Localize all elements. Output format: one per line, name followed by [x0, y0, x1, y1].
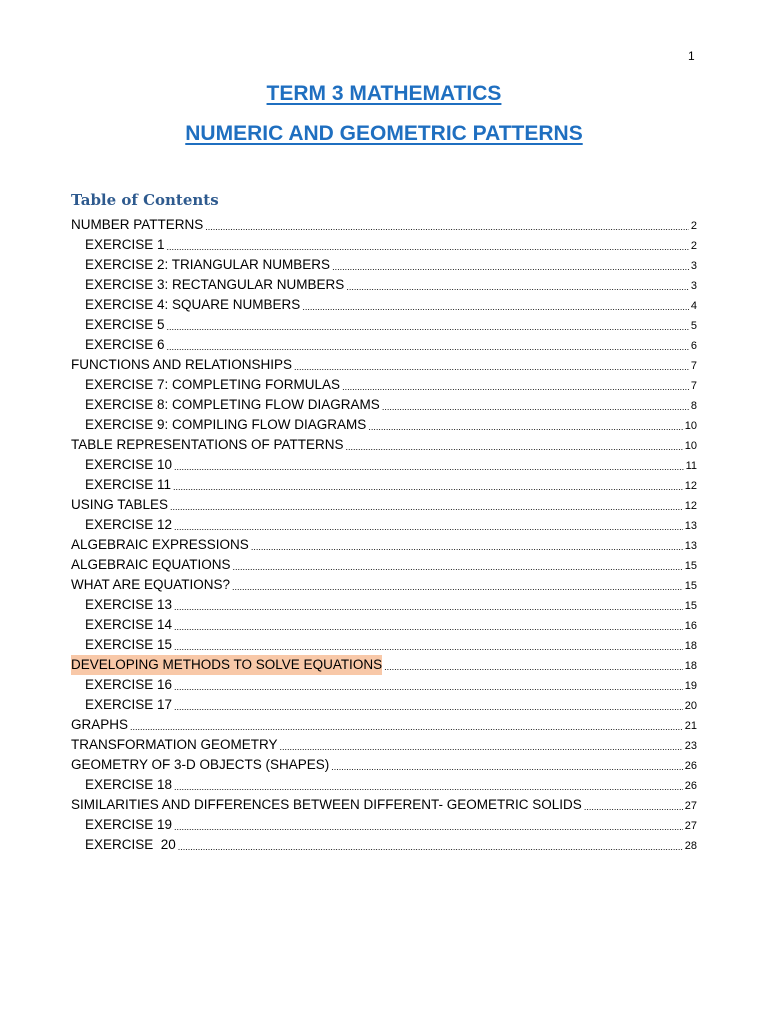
toc-entry-label[interactable]: EXERCISE 12 — [85, 517, 173, 532]
toc-dot-leader — [346, 279, 689, 295]
toc-entry-label[interactable]: DEVELOPING METHODS TO SOLVE EQUATIONS — [71, 655, 382, 675]
toc-dot-leader — [170, 499, 683, 515]
toc-entry[interactable] — [71, 415, 697, 435]
table-of-contents — [71, 215, 697, 855]
toc-entry-label[interactable]: SIMILARITIES AND DIFFERENCES BETWEEN DIFFERENT- GEOMETRIC SOLIDS — [71, 797, 582, 812]
toc-entry-page[interactable]: 3 — [690, 280, 697, 292]
toc-entry-label[interactable]: TRANSFORMATION GEOMETRY — [71, 737, 278, 752]
toc-entry-page[interactable]: 18 — [684, 660, 697, 672]
toc-entry[interactable] — [71, 595, 697, 615]
toc-entry-label[interactable]: USING TABLES — [71, 497, 169, 512]
toc-dot-leader — [205, 219, 689, 235]
toc-dot-leader — [174, 699, 683, 715]
toc-entry[interactable] — [71, 235, 697, 255]
toc-dot-leader — [174, 619, 683, 635]
toc-entry[interactable] — [71, 735, 697, 755]
toc-entry-page[interactable]: 2 — [690, 220, 697, 232]
toc-entry-label[interactable]: EXERCISE 20 — [85, 837, 176, 852]
toc-entry-page[interactable]: 12 — [684, 480, 697, 492]
toc-entry[interactable] — [71, 495, 697, 515]
toc-dot-leader — [174, 519, 683, 535]
toc-entry-page[interactable]: 12 — [684, 500, 697, 512]
toc-entry-page[interactable]: 15 — [684, 600, 697, 612]
toc-dot-leader — [173, 479, 683, 495]
toc-entry[interactable] — [71, 295, 697, 315]
toc-entry-label[interactable]: EXERCISE 7: COMPLETING FORMULAS — [85, 377, 341, 392]
toc-entry-label[interactable]: FUNCTIONS AND RELATIONSHIPS — [71, 357, 293, 372]
toc-entry-label[interactable]: EXERCISE 3: RECTANGULAR NUMBERS — [85, 277, 345, 292]
toc-entry-page[interactable]: 21 — [684, 720, 697, 732]
toc-dot-leader — [167, 319, 689, 335]
toc-entry[interactable] — [71, 255, 697, 275]
toc-entry-page[interactable]: 18 — [684, 640, 697, 652]
toc-entry[interactable] — [71, 455, 697, 475]
toc-entry-label[interactable]: EXERCISE 15 — [85, 637, 173, 652]
toc-dot-leader — [174, 779, 683, 795]
toc-entry-label[interactable]: EXERCISE 4: SQUARE NUMBERS — [85, 297, 301, 312]
toc-dot-leader — [368, 419, 682, 435]
toc-entry-page[interactable]: 16 — [684, 620, 697, 632]
toc-entry[interactable] — [71, 335, 697, 355]
toc-entry[interactable] — [71, 695, 697, 715]
toc-entry-page[interactable]: 7 — [690, 380, 697, 392]
toc-entry-page[interactable]: 13 — [684, 540, 697, 552]
toc-entry-page[interactable]: 28 — [684, 840, 697, 852]
toc-entry[interactable] — [71, 655, 697, 675]
toc-entry-page[interactable]: 7 — [690, 360, 697, 372]
toc-dot-leader — [331, 759, 682, 775]
toc-entry-label[interactable]: EXERCISE 1 — [85, 237, 165, 252]
toc-entry[interactable] — [71, 675, 697, 695]
toc-dot-leader — [342, 379, 689, 395]
toc-dot-leader — [584, 799, 683, 815]
toc-entry-page[interactable]: 27 — [684, 820, 697, 832]
title-line-2: NUMERIC AND GEOMETRIC PATTERNS — [185, 122, 583, 145]
toc-entry-label[interactable]: NUMBER PATTERNS — [71, 217, 204, 232]
document-title — [0, 82, 768, 106]
toc-entry-page[interactable]: 10 — [684, 420, 697, 432]
toc-entry-page[interactable]: 10 — [684, 440, 697, 452]
toc-entry[interactable] — [71, 835, 697, 855]
toc-entry-page[interactable]: 6 — [690, 340, 697, 352]
toc-dot-leader — [332, 259, 689, 275]
toc-dot-leader — [174, 599, 683, 615]
toc-entry[interactable] — [71, 435, 697, 455]
toc-entry[interactable] — [71, 715, 697, 735]
toc-entry-page[interactable]: 8 — [690, 400, 697, 412]
toc-entry-label[interactable]: EXERCISE 18 — [85, 777, 173, 792]
toc-entry-page[interactable]: 15 — [684, 560, 697, 572]
toc-entry-label[interactable]: EXERCISE 14 — [85, 617, 173, 632]
toc-entry-page[interactable]: 20 — [684, 700, 697, 712]
toc-dot-leader — [174, 459, 684, 475]
toc-dot-leader — [174, 819, 683, 835]
toc-dot-leader — [178, 839, 683, 855]
toc-entry-label[interactable]: WHAT ARE EQUATIONS? — [71, 577, 231, 592]
toc-heading: Table of Contents — [71, 191, 219, 209]
toc-entry-label[interactable]: EXERCISE 13 — [85, 597, 173, 612]
toc-entry[interactable] — [71, 215, 697, 235]
toc-entry[interactable] — [71, 395, 697, 415]
document-subtitle — [0, 122, 768, 146]
toc-entry[interactable] — [71, 635, 697, 655]
toc-dot-leader — [167, 339, 689, 355]
toc-entry[interactable] — [71, 355, 697, 375]
title-line-1: TERM 3 MATHEMATICS — [266, 82, 502, 105]
toc-entry[interactable] — [71, 315, 697, 335]
toc-entry-label[interactable]: EXERCISE 19 — [85, 817, 173, 832]
toc-dot-leader — [130, 719, 683, 735]
toc-dot-leader — [294, 359, 689, 375]
toc-entry-page[interactable]: 13 — [684, 520, 697, 532]
toc-dot-leader — [382, 399, 689, 415]
toc-entry-page[interactable]: 4 — [690, 300, 697, 312]
toc-entry-label[interactable]: EXERCISE 11 — [85, 477, 172, 492]
toc-entry-label[interactable]: GRAPHS — [71, 717, 129, 732]
toc-entry[interactable] — [71, 515, 697, 535]
toc-entry[interactable] — [71, 775, 697, 795]
toc-entry[interactable] — [71, 755, 697, 775]
toc-entry-page[interactable]: 23 — [684, 740, 697, 752]
toc-entry-page[interactable]: 3 — [690, 260, 697, 272]
toc-entry[interactable] — [71, 555, 697, 575]
toc-entry-label[interactable]: EXERCISE 6 — [85, 337, 165, 352]
toc-entry[interactable] — [71, 815, 697, 835]
toc-dot-leader — [251, 539, 683, 555]
toc-dot-leader — [233, 559, 683, 575]
toc-entry[interactable] — [71, 375, 697, 395]
toc-dot-leader — [174, 679, 683, 695]
toc-entry-label[interactable]: ALGEBRAIC EXPRESSIONS — [71, 537, 249, 552]
toc-entry[interactable] — [71, 535, 697, 555]
toc-entry-page[interactable]: 26 — [684, 780, 697, 792]
toc-dot-leader — [384, 659, 683, 675]
toc-entry[interactable] — [71, 795, 697, 815]
toc-dot-leader — [346, 439, 683, 455]
toc-dot-leader — [302, 299, 689, 315]
toc-entry-label[interactable]: EXERCISE 8: COMPLETING FLOW DIAGRAMS — [85, 397, 380, 412]
page-number: 1 — [688, 49, 695, 63]
toc-entry-page[interactable]: 2 — [690, 240, 697, 252]
toc-entry[interactable] — [71, 475, 697, 495]
toc-entry-page[interactable]: 15 — [684, 580, 697, 592]
toc-entry-label[interactable]: EXERCISE 9: COMPILING FLOW DIAGRAMS — [85, 417, 367, 432]
toc-dot-leader — [174, 639, 683, 655]
toc-entry-label[interactable]: EXERCISE 2: TRIANGULAR NUMBERS — [85, 257, 331, 272]
toc-entry-page[interactable]: 11 — [685, 460, 697, 472]
toc-entry[interactable] — [71, 575, 697, 595]
toc-entry-page[interactable]: 5 — [690, 320, 697, 332]
toc-entry-label[interactable]: GEOMETRY OF 3-D OBJECTS (SHAPES) — [71, 757, 330, 772]
toc-entry-label[interactable]: EXERCISE 10 — [85, 457, 173, 472]
toc-entry[interactable] — [71, 615, 697, 635]
toc-entry-label[interactable]: EXERCISE 5 — [85, 317, 165, 332]
toc-dot-leader — [167, 239, 689, 255]
toc-dot-leader — [280, 739, 683, 755]
toc-entry-label[interactable]: TABLE REPRESENTATIONS OF PATTERNS — [71, 437, 344, 452]
toc-entry-label[interactable]: EXERCISE 16 — [85, 677, 173, 692]
toc-entry-page[interactable]: 19 — [684, 680, 697, 692]
toc-dot-leader — [232, 579, 683, 595]
toc-entry-label[interactable]: EXERCISE 17 — [85, 697, 173, 712]
toc-entry-page[interactable]: 27 — [684, 800, 697, 812]
toc-entry-page[interactable]: 26 — [684, 760, 697, 772]
toc-entry[interactable] — [71, 275, 697, 295]
toc-entry-label[interactable]: ALGEBRAIC EQUATIONS — [71, 557, 231, 572]
